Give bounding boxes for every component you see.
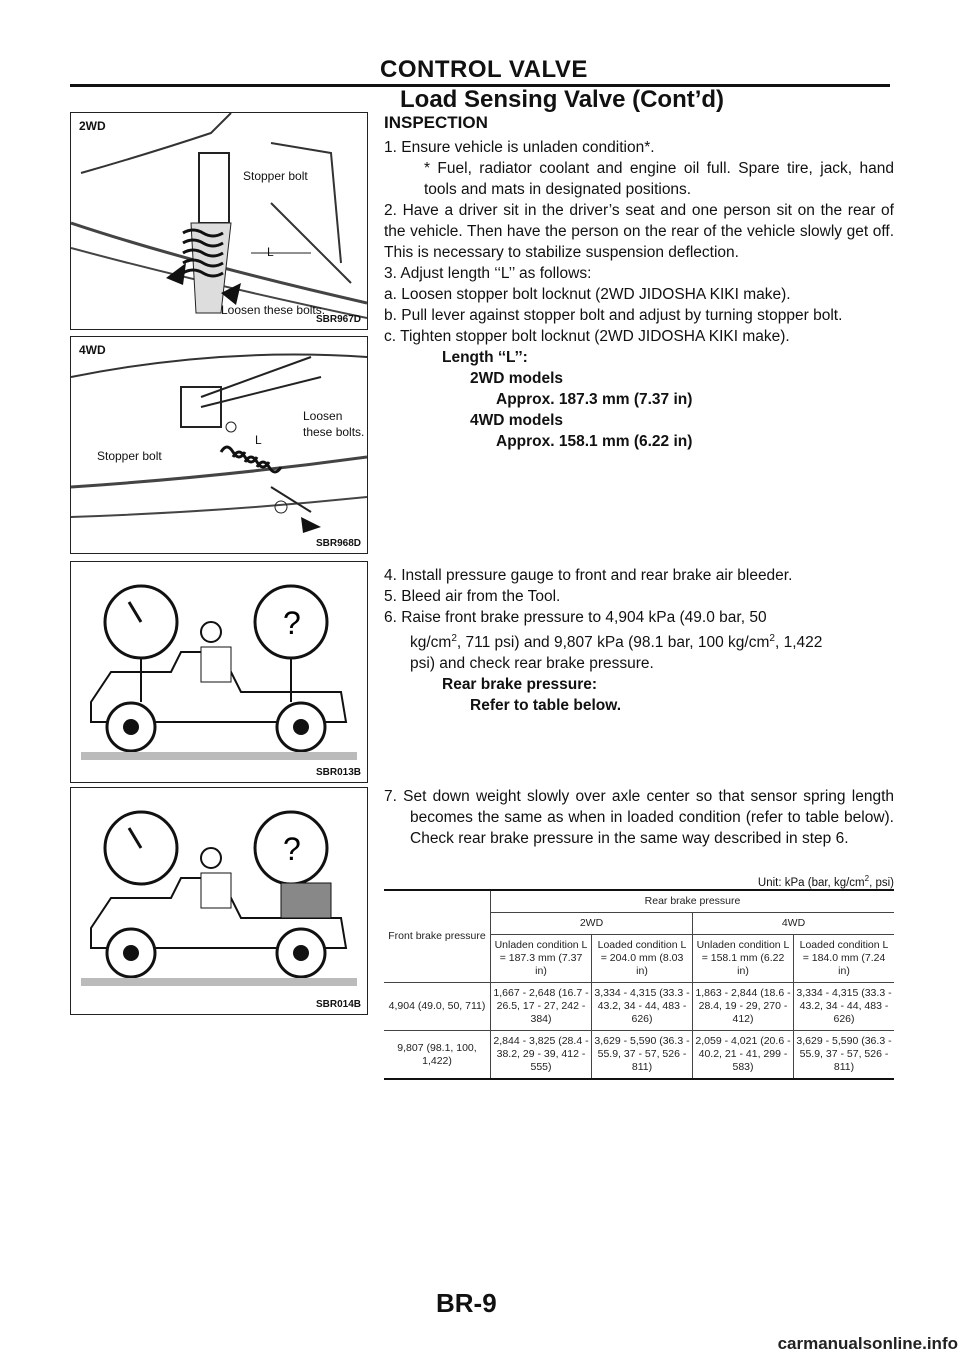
unit-note (600, 874, 894, 889)
step-6-kgcm: kg/cm (410, 634, 452, 652)
truck-weight-drawing (71, 788, 367, 1014)
superscript: 2 (769, 633, 775, 644)
step-3c: c. Tighten stopper bolt locknut (2WD JIDOSHA KIKI make). (384, 328, 790, 345)
these-bolts-label: these bolts. (303, 425, 365, 439)
stopper-bolt-label: Stopper bolt (97, 449, 162, 463)
step-2: 2. Have a driver sit in the driver’s seat and one person sit on the rear of the vehicle. Then have the person on the rear of the vehicle slowly get off. This is necessary to stabilize suspension deflection. (384, 202, 894, 261)
table-cell: 9,807 (98.1, 100, 1,422) (384, 1031, 491, 1080)
table-cell: 2,059 - 4,021 (20.6 - 40.2, 21 - 41, 299 - 583) (693, 1031, 794, 1080)
figure-2wd-valve (70, 112, 368, 330)
step-3: 3. Adjust length ‘‘L’’ as follows: (384, 265, 592, 282)
figure-code: SBR967D (315, 314, 361, 325)
inspection-section (384, 112, 894, 452)
step-4: 4. Install pressure gauge to front and rear brake air bleeder. (384, 567, 793, 584)
table-cell: 3,334 - 4,315 (33.3 - 43.2, 34 - 44, 483 - 626) (592, 983, 693, 1031)
step-6 (384, 607, 894, 674)
unit-text: Unit: kPa (bar, kg/cm (757, 876, 865, 889)
page-title: CONTROL VALVE (380, 56, 588, 83)
step-7: 7. Set down weight slowly over axle center so that sensor spring length becomes the same as when in loaded condition (refer to table below). Check rear brake pressure in the same way described in step 6. (384, 788, 894, 847)
subheader-cell: Loaded condition L = 204.0 mm (8.03 in) (592, 935, 693, 983)
svg-text:?: ? (283, 831, 301, 867)
step-1-note: * Fuel, radiator coolant and engine oil full. Spare tire, jack, hand tools and mats in designated positions. (424, 160, 894, 198)
rear-brake-pressure-table (384, 889, 894, 1080)
step-1: 1. Ensure vehicle is unladen condition*. (384, 139, 655, 156)
figure-pressure-gauge-setup (70, 561, 368, 783)
unit-text-end: , psi) (869, 876, 894, 889)
step-6-line3: psi) and check rear brake pressure. (410, 655, 654, 673)
spec-2wd-value: Approx. 187.3 mm (7.37 in) (496, 391, 693, 408)
length-l-label: L (255, 433, 262, 447)
figure-4wd-valve (70, 336, 368, 554)
figure-4wd-drawing (71, 337, 367, 553)
truck-gauge-drawing (71, 562, 367, 782)
superscript: 2 (864, 874, 870, 883)
table-cell: 3,629 - 5,590 (36.3 - 55.9, 37 - 57, 526 - 811) (592, 1031, 693, 1080)
svg-text:?: ? (283, 605, 301, 641)
step-5: 5. Bleed air from the Tool. (384, 588, 561, 605)
step-6-line1: 6. Raise front brake pressure to 4,904 kPa (49.0 bar, 50 (384, 609, 767, 626)
table-cell: 1,667 - 2,648 (16.7 - 26.5, 17 - 27, 242 - 384) (491, 983, 592, 1031)
steps-4-6 (384, 565, 894, 716)
figure-4wd-tag: 4WD (79, 343, 106, 357)
header-2wd: 2WD (491, 913, 693, 935)
table-cell: 3,629 - 5,590 (36.3 - 55.9, 37 - 57, 526 - 811) (794, 1031, 895, 1080)
step-6-line2b: , 1,422 (774, 634, 823, 652)
superscript: 2 (451, 633, 457, 644)
length-spec-title: Length ‘‘L’’: (442, 349, 528, 366)
subheader-cell: Loaded condition L = 184.0 mm (7.24 in) (794, 935, 895, 983)
table-cell: 2,844 - 3,825 (28.4 - 38.2, 29 - 39, 412 - 555) (491, 1031, 592, 1080)
subheader-cell: Unladen condition L = 187.3 mm (7.37 in) (491, 935, 592, 983)
figure-2wd-drawing (71, 113, 367, 329)
page-number: BR-9 (436, 1288, 497, 1318)
watermark: carmanualsonline.info (777, 1334, 958, 1353)
section-subtitle: Load Sensing Valve (Cont’d) (400, 86, 725, 113)
table-row (384, 1031, 894, 1080)
figure-code: SBR968D (315, 538, 361, 549)
table-row (384, 983, 894, 1031)
figure-code: SBR013B (315, 767, 361, 778)
table-cell: 1,863 - 2,844 (18.6 - 28.4, 19 - 29, 270 - 412) (693, 983, 794, 1031)
length-l-label: L (267, 245, 274, 259)
figure-loaded-gauge-setup (70, 787, 368, 1015)
header-front-brake: Front brake pressure (384, 890, 491, 983)
spec-4wd-value: Approx. 158.1 mm (6.22 in) (496, 433, 693, 450)
spec-4wd-label: 4WD models (470, 412, 564, 429)
loosen-label: Loosen (303, 409, 343, 423)
subheader-cell: Unladen condition L = 158.1 mm (6.22 in) (693, 935, 794, 983)
figure-code: SBR014B (315, 999, 361, 1010)
inspection-heading: INSPECTION (384, 113, 488, 132)
header-4wd: 4WD (693, 913, 895, 935)
rear-pressure-title: Rear brake pressure: (442, 676, 598, 694)
step-6-line2: , 711 psi) and 9,807 kPa (98.1 bar, 100 kg/cm (456, 634, 770, 652)
spec-2wd-label: 2WD models (470, 370, 564, 387)
table-row (384, 890, 894, 913)
loosen-bolts-label: Loosen these bolts. (221, 303, 326, 317)
step-7-section (384, 786, 894, 849)
table-cell: 3,334 - 4,315 (33.3 - 43.2, 34 - 44, 483 - 626) (794, 983, 895, 1031)
step-3a: a. Loosen stopper bolt locknut (2WD JIDOSHA KIKI make). (384, 286, 791, 303)
header-rear-brake: Rear brake pressure (491, 890, 895, 913)
stopper-bolt-label: Stopper bolt (243, 169, 308, 183)
table-cell: 4,904 (49.0, 50, 711) (384, 983, 491, 1031)
step-3b: b. Pull lever against stopper bolt and adjust by turning stopper bolt. (384, 307, 843, 324)
rear-pressure-value: Refer to table below. (470, 697, 622, 715)
figure-2wd-tag: 2WD (79, 119, 106, 133)
